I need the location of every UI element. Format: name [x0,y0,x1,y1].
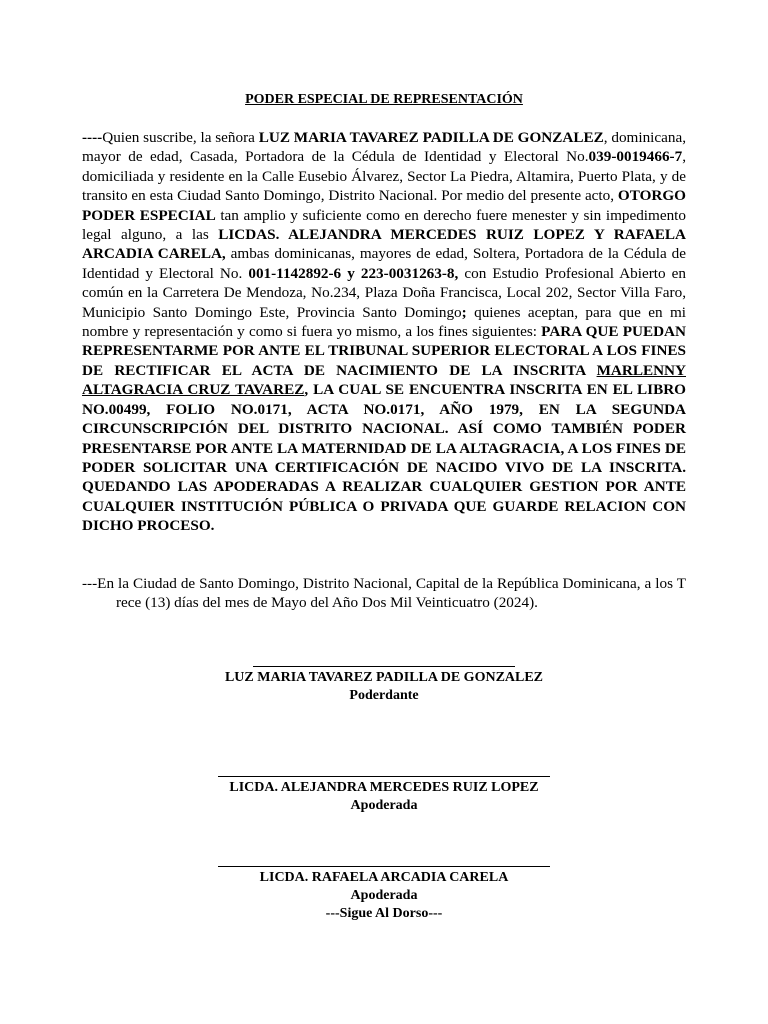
signature-line [253,666,515,667]
attorney-names: LICDAS. ALEJANDRA MERCEDES RUIZ LOPEZ Y RAFAELA ARCADIA CARELA, [82,226,687,263]
text-segment: Quien suscribe, la señora [102,129,259,146]
signer-role: Apoderada [350,888,418,903]
document-title: PODER ESPECIAL DE REPRESENTACIÓN [245,92,523,107]
power-grant-phrase: OTORGO PODER ESPECIAL [82,187,686,224]
registration-details: , LA CUAL SE ENCUENTRA INSCRITA EN EL LIBRO NO.00499, FOLIO NO.0171, ACTA NO.0171, AÑO 1979, EN LA SEGUNDA CIRCUNSCRIPCIÓN DEL DISTRITO NACIONAL. ASÍ COMO TAMBIÉN PODER PRESENTARSE POR ANTE LA MATERNIDAD DE LA ALTAGRACIA, A LOS FINES DE PODER SOLICITAR UNA CERTIFICACIÓN DE NACIDO VIVO DE LA INSCRITA. QUEDANDO LAS APODERADAS A REALIZAR CUALQUIER GESTION POR ANTE CUALQUIER INSTITUCIÓN PÚBLICA O PRIVADA QUE GUARDE RELACION CON DICHO PROCESO. [82,381,686,535]
main-paragraph [82,128,686,536]
attorney-id-numbers: 001-1142892-6 y 223-0031263-8, [248,264,459,282]
text-segment: con Estudio Profesional Abierto en común en la Carretera De Mendoza, No.234, Plaza Doña Francisca, Local 202, Sector Villa Faro, Municipio Santo Domingo Este, Provincia Santo Domingo [82,264,686,321]
date-text-end: rece (13) días del mes de Mayo del Año Dos Mil Veinticuatro (2024). [116,594,538,612]
signer-name: LUZ MARIA TAVAREZ PADILLA DE GONZALEZ [224,670,544,685]
dash-prefix: ---- [82,129,103,146]
signer-name: LICDA. RAFAELA ARCADIA CARELA [259,870,509,885]
registrant-name: MARLENNY ALTAGRACIA CRUZ TAVAREZ [82,361,686,399]
continued-on-back-note: ---Sigue Al Dorso--- [325,906,443,921]
signature-block-grantor [0,666,768,705]
grantor-name: LUZ MARIA TAVAREZ PADILLA DE GONZALEZ [258,129,604,146]
signature-line [218,866,550,867]
signature-line [218,776,550,777]
purpose-clause: PARA QUE PUEDAN REPRESENTARME POR ANTE EL TRIBUNAL SUPERIOR ELECTORAL A LOS FINES DE RECTIFICAR EL ACTA DE NACIMIENTO DE LA INSCRITA [82,323,686,379]
signature-block-attorney-1 [0,776,768,815]
semicolon: ; [461,303,467,321]
grantor-id-number: 039-0019466-7 [588,148,683,166]
text-segment: quienes aceptan, para que en mi nombre y representación y como si fuera yo mismo, a los fines siguientes: [82,303,686,341]
text-segment: , dominicana, mayor de edad, Casada, Portadora de la Cédula de Identidad y Electoral No. [82,129,687,166]
text-segment: ambas dominicanas, mayores de edad, Soltera, Portadora de la Cédula de Identidad y Electoral No. [82,245,686,282]
signature-block-attorney-2 [0,866,768,923]
text-segment: tan amplio y suficiente como en derecho fuere menester y sin impedimento legal alguno, a las [82,206,686,244]
date-paragraph [82,574,686,613]
signer-role: Poderdante [349,688,419,703]
signer-name: LICDA. ALEJANDRA MERCEDES RUIZ LOPEZ [229,780,539,795]
text-segment: , domiciliada y residente en la Calle Eusebio Álvarez, Sector La Piedra, Altamira, Puerto Plata, y de transito en esta Ciudad Santo Domingo, Distrito Nacional. Por medio del presente acto, [82,148,686,205]
signer-role: Apoderada [350,798,418,813]
date-text-start: ---En la Ciudad de Santo Domingo, Distrito Nacional, Capital de la República Dominicana, a los T [82,575,686,592]
